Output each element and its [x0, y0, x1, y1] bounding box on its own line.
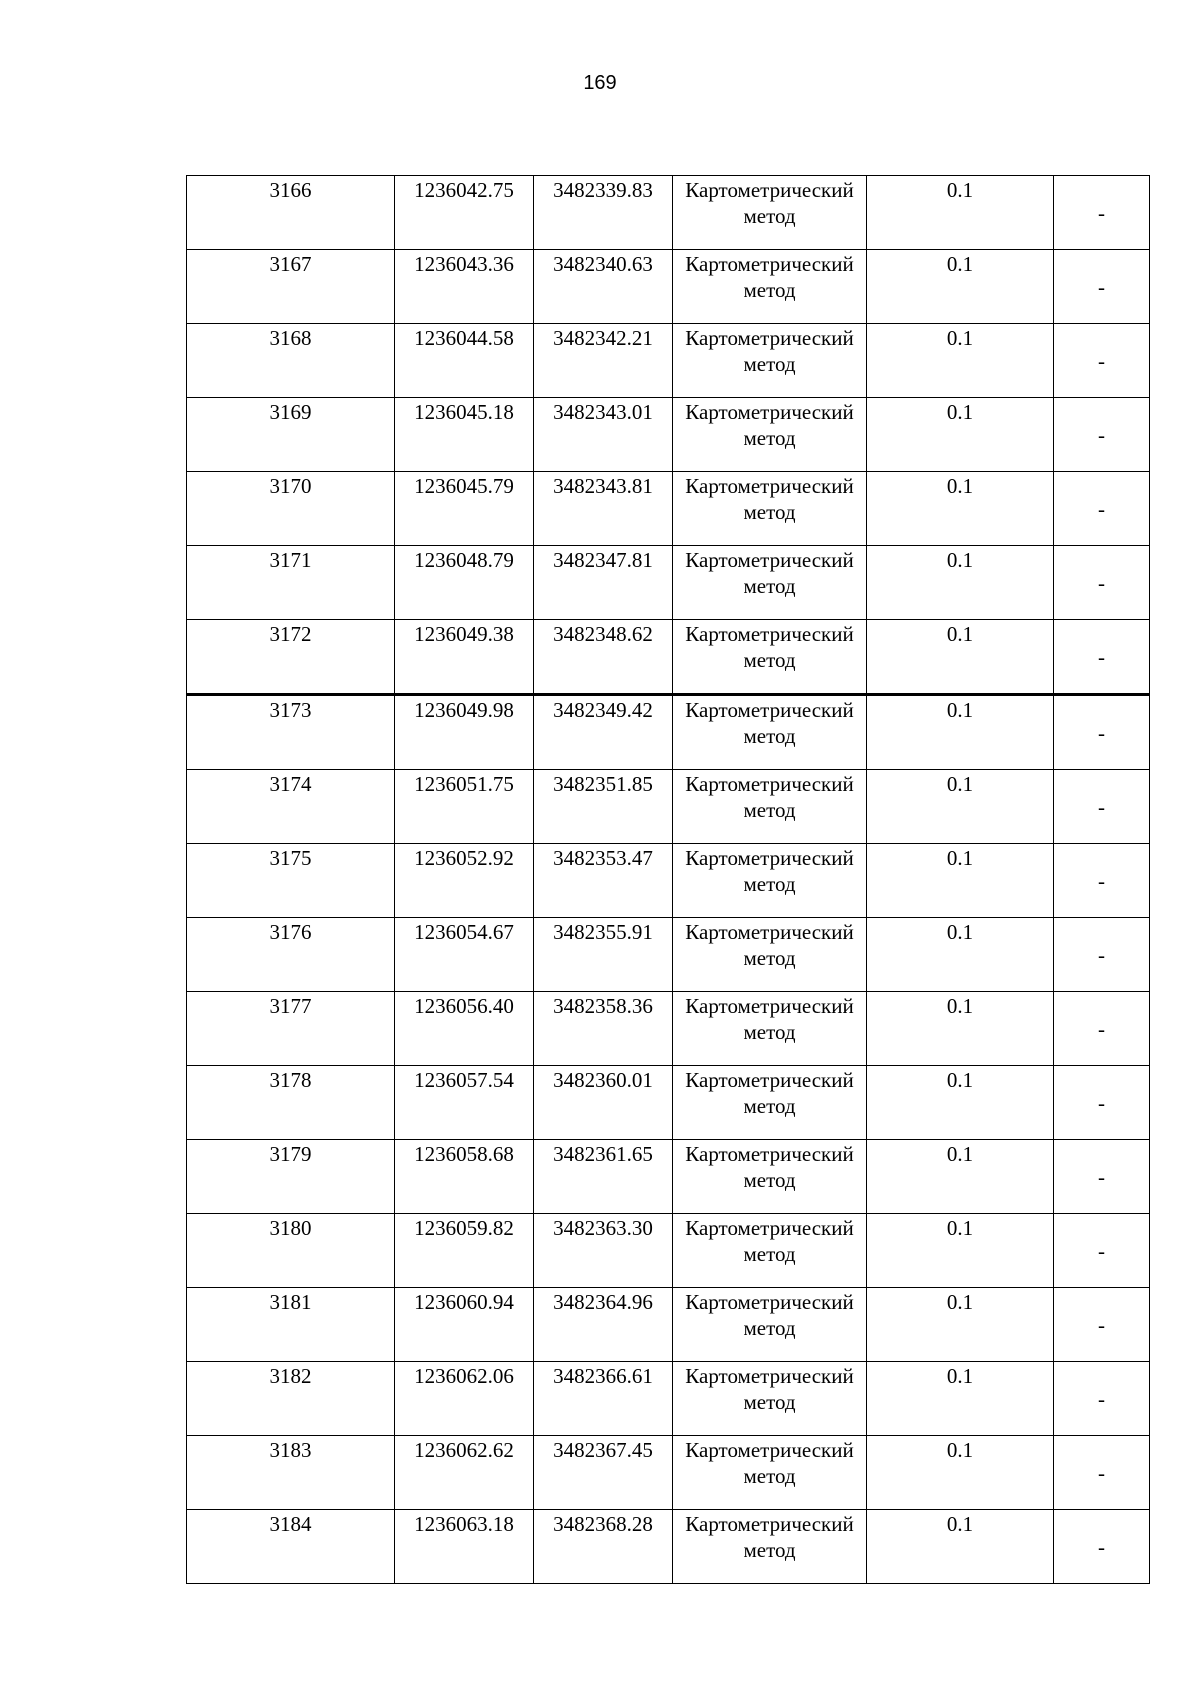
method-line-2: метод [743, 1020, 796, 1044]
x-coordinate-cell: 1236044.58 [395, 324, 534, 398]
method-cell [673, 1436, 867, 1510]
table-row [187, 250, 1150, 324]
y-coordinate-cell: 3482361.65 [534, 1140, 673, 1214]
accuracy-cell: 0.1 [867, 324, 1054, 398]
point-number-cell: 3168 [187, 324, 395, 398]
point-number-cell: 3169 [187, 398, 395, 472]
y-coordinate-cell: 3482343.01 [534, 398, 673, 472]
method-line-1: Картометрический [685, 326, 854, 350]
accuracy-cell: 0.1 [867, 1362, 1054, 1436]
accuracy-cell: 0.1 [867, 1140, 1054, 1214]
x-coordinate-cell: 1236060.94 [395, 1288, 534, 1362]
method-line-2: метод [743, 946, 796, 970]
table-row [187, 1288, 1150, 1362]
table-row [187, 992, 1150, 1066]
table-row [187, 1510, 1150, 1584]
point-number-cell: 3181 [187, 1288, 395, 1362]
method-cell [673, 918, 867, 992]
accuracy-cell: 0.1 [867, 1066, 1054, 1140]
point-number-cell: 3177 [187, 992, 395, 1066]
x-coordinate-cell: 1236059.82 [395, 1214, 534, 1288]
point-number-cell: 3180 [187, 1214, 395, 1288]
note-cell: - [1054, 546, 1150, 620]
y-coordinate-cell: 3482355.91 [534, 918, 673, 992]
method-cell [673, 176, 867, 250]
table-row [187, 546, 1150, 620]
note-cell: - [1054, 324, 1150, 398]
method-line-1: Картометрический [685, 994, 854, 1018]
method-line-2: метод [743, 1242, 796, 1266]
method-line-2: метод [743, 1538, 796, 1562]
method-line-1: Картометрический [685, 622, 854, 646]
x-coordinate-cell: 1236058.68 [395, 1140, 534, 1214]
method-line-1: Картометрический [685, 698, 854, 722]
table-row [187, 472, 1150, 546]
method-line-1: Картометрический [685, 400, 854, 424]
note-cell: - [1054, 176, 1150, 250]
y-coordinate-cell: 3482351.85 [534, 770, 673, 844]
x-coordinate-cell: 1236063.18 [395, 1510, 534, 1584]
method-cell [673, 620, 867, 695]
method-line-1: Картометрический [685, 1068, 854, 1092]
method-line-1: Картометрический [685, 1290, 854, 1314]
table-row [187, 1214, 1150, 1288]
y-coordinate-cell: 3482366.61 [534, 1362, 673, 1436]
method-line-2: метод [743, 204, 796, 228]
point-number-cell: 3174 [187, 770, 395, 844]
x-coordinate-cell: 1236049.38 [395, 620, 534, 695]
method-cell [673, 844, 867, 918]
point-number-cell: 3176 [187, 918, 395, 992]
x-coordinate-cell: 1236054.67 [395, 918, 534, 992]
coordinates-table-body [187, 176, 1150, 1584]
accuracy-cell: 0.1 [867, 1214, 1054, 1288]
method-cell [673, 324, 867, 398]
note-cell: - [1054, 695, 1150, 770]
table-row [187, 620, 1150, 695]
method-line-1: Картометрический [685, 1216, 854, 1240]
y-coordinate-cell: 3482342.21 [534, 324, 673, 398]
point-number-cell: 3170 [187, 472, 395, 546]
method-line-1: Картометрический [685, 474, 854, 498]
accuracy-cell: 0.1 [867, 176, 1054, 250]
method-cell [673, 992, 867, 1066]
y-coordinate-cell: 3482343.81 [534, 472, 673, 546]
point-number-cell: 3182 [187, 1362, 395, 1436]
x-coordinate-cell: 1236048.79 [395, 546, 534, 620]
accuracy-cell: 0.1 [867, 695, 1054, 770]
accuracy-cell: 0.1 [867, 620, 1054, 695]
method-line-2: метод [743, 278, 796, 302]
method-line-2: метод [743, 426, 796, 450]
y-coordinate-cell: 3482347.81 [534, 546, 673, 620]
method-cell [673, 1140, 867, 1214]
method-cell [673, 1510, 867, 1584]
point-number-cell: 3173 [187, 695, 395, 770]
method-line-1: Картометрический [685, 772, 854, 796]
y-coordinate-cell: 3482368.28 [534, 1510, 673, 1584]
accuracy-cell: 0.1 [867, 918, 1054, 992]
table-row [187, 1066, 1150, 1140]
x-coordinate-cell: 1236062.06 [395, 1362, 534, 1436]
point-number-cell: 3172 [187, 620, 395, 695]
method-cell [673, 1362, 867, 1436]
note-cell: - [1054, 992, 1150, 1066]
method-line-2: метод [743, 1464, 796, 1488]
note-cell: - [1054, 472, 1150, 546]
point-number-cell: 3178 [187, 1066, 395, 1140]
method-line-2: метод [743, 1094, 796, 1118]
table-row [187, 1140, 1150, 1214]
accuracy-cell: 0.1 [867, 250, 1054, 324]
method-line-2: метод [743, 798, 796, 822]
method-line-2: метод [743, 500, 796, 524]
method-cell [673, 472, 867, 546]
table-row [187, 770, 1150, 844]
table-row [187, 1362, 1150, 1436]
note-cell: - [1054, 770, 1150, 844]
note-cell: - [1054, 620, 1150, 695]
method-line-1: Картометрический [685, 548, 854, 572]
accuracy-cell: 0.1 [867, 472, 1054, 546]
note-cell: - [1054, 918, 1150, 992]
method-cell [673, 1066, 867, 1140]
note-cell: - [1054, 1288, 1150, 1362]
accuracy-cell: 0.1 [867, 1436, 1054, 1510]
accuracy-cell: 0.1 [867, 1510, 1054, 1584]
table-row [187, 1436, 1150, 1510]
method-line-2: метод [743, 724, 796, 748]
method-line-2: метод [743, 872, 796, 896]
method-line-2: метод [743, 352, 796, 376]
accuracy-cell: 0.1 [867, 992, 1054, 1066]
table-row [187, 844, 1150, 918]
note-cell: - [1054, 1066, 1150, 1140]
x-coordinate-cell: 1236051.75 [395, 770, 534, 844]
x-coordinate-cell: 1236045.18 [395, 398, 534, 472]
method-line-1: Картометрический [685, 1438, 854, 1462]
table-row [187, 398, 1150, 472]
y-coordinate-cell: 3482363.30 [534, 1214, 673, 1288]
method-cell [673, 770, 867, 844]
note-cell: - [1054, 398, 1150, 472]
x-coordinate-cell: 1236042.75 [395, 176, 534, 250]
method-line-1: Картометрический [685, 846, 854, 870]
y-coordinate-cell: 3482349.42 [534, 695, 673, 770]
x-coordinate-cell: 1236052.92 [395, 844, 534, 918]
x-coordinate-cell: 1236049.98 [395, 695, 534, 770]
method-line-1: Картометрический [685, 178, 854, 202]
point-number-cell: 3167 [187, 250, 395, 324]
method-line-1: Картометрический [685, 920, 854, 944]
point-number-cell: 3183 [187, 1436, 395, 1510]
accuracy-cell: 0.1 [867, 1288, 1054, 1362]
note-cell: - [1054, 1510, 1150, 1584]
coordinates-table [186, 175, 1150, 1584]
point-number-cell: 3171 [187, 546, 395, 620]
note-cell: - [1054, 1140, 1150, 1214]
y-coordinate-cell: 3482358.36 [534, 992, 673, 1066]
note-cell: - [1054, 1362, 1150, 1436]
point-number-cell: 3175 [187, 844, 395, 918]
page-number: 169 [583, 72, 617, 94]
note-cell: - [1054, 250, 1150, 324]
x-coordinate-cell: 1236057.54 [395, 1066, 534, 1140]
y-coordinate-cell: 3482353.47 [534, 844, 673, 918]
method-line-1: Картометрический [685, 1364, 854, 1388]
y-coordinate-cell: 3482348.62 [534, 620, 673, 695]
point-number-cell: 3179 [187, 1140, 395, 1214]
y-coordinate-cell: 3482367.45 [534, 1436, 673, 1510]
accuracy-cell: 0.1 [867, 770, 1054, 844]
accuracy-cell: 0.1 [867, 546, 1054, 620]
y-coordinate-cell: 3482364.96 [534, 1288, 673, 1362]
method-cell [673, 695, 867, 770]
method-line-1: Картометрический [685, 252, 854, 276]
method-cell [673, 250, 867, 324]
point-number-cell: 3166 [187, 176, 395, 250]
x-coordinate-cell: 1236056.40 [395, 992, 534, 1066]
point-number-cell: 3184 [187, 1510, 395, 1584]
y-coordinate-cell: 3482339.83 [534, 176, 673, 250]
method-line-1: Картометрический [685, 1142, 854, 1166]
table-row [187, 695, 1150, 770]
method-line-2: метод [743, 1168, 796, 1192]
method-line-1: Картометрический [685, 1512, 854, 1536]
method-cell [673, 546, 867, 620]
note-cell: - [1054, 844, 1150, 918]
method-cell [673, 1288, 867, 1362]
table-row [187, 176, 1150, 250]
y-coordinate-cell: 3482340.63 [534, 250, 673, 324]
accuracy-cell: 0.1 [867, 844, 1054, 918]
method-cell [673, 398, 867, 472]
y-coordinate-cell: 3482360.01 [534, 1066, 673, 1140]
method-cell [673, 1214, 867, 1288]
accuracy-cell: 0.1 [867, 398, 1054, 472]
note-cell: - [1054, 1214, 1150, 1288]
table-row [187, 324, 1150, 398]
x-coordinate-cell: 1236043.36 [395, 250, 534, 324]
x-coordinate-cell: 1236062.62 [395, 1436, 534, 1510]
method-line-2: метод [743, 648, 796, 672]
method-line-2: метод [743, 1390, 796, 1414]
note-cell: - [1054, 1436, 1150, 1510]
table-row [187, 918, 1150, 992]
x-coordinate-cell: 1236045.79 [395, 472, 534, 546]
method-line-2: метод [743, 1316, 796, 1340]
method-line-2: метод [743, 574, 796, 598]
